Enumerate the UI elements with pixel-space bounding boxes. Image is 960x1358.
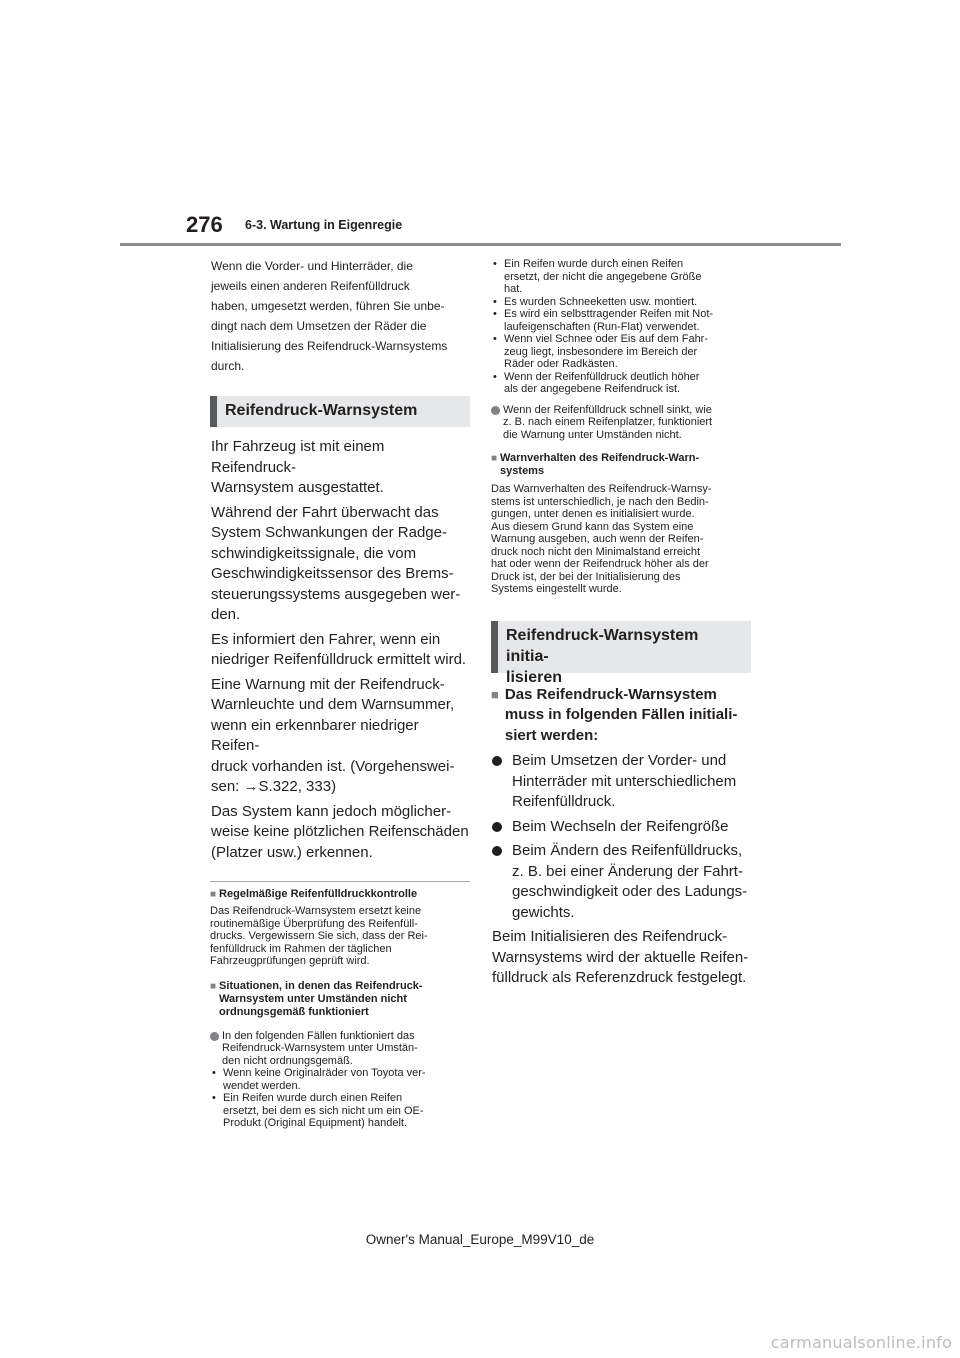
bullet-icon: •	[493, 370, 497, 383]
text-line: Geschwindigkeitssensor des Brems-	[211, 565, 454, 582]
dot-bullet-icon	[492, 822, 502, 832]
dot-bullet-icon	[492, 846, 502, 856]
watermark: carmanualsonline.info	[770, 1333, 952, 1352]
list-item: • Ein Reifen wurde durch einen Reifen ersetzt, bei dem es sich nicht um ein OE- Produkt (Original Equipment) handelt.	[212, 1092, 424, 1129]
dot-bullet-icon	[491, 406, 500, 415]
text-line: den.	[211, 606, 241, 623]
dot-bullet-icon	[492, 756, 502, 766]
paragraph	[210, 630, 470, 671]
list-item: • Wenn keine Originalräder von Toyota ver- wendet werden.	[212, 1067, 426, 1092]
note-line: gungen, unter denen es initialisiert wurde.	[491, 508, 695, 520]
square-bullet-icon: ■	[210, 889, 217, 900]
note-line: Druck ist, der bei der Initialisierung des	[491, 570, 681, 583]
text-line: druck vorhanden ist. (Vorgehenswei-	[211, 757, 455, 775]
dot-text: In den folgenden Fällen funktioniert das Reifendruck-Warnsystem unter Umstän- den nicht ordnungsgemäß.	[222, 1029, 418, 1067]
text-line: niedriger Reifenfülldruck ermittelt wird.	[211, 651, 467, 668]
header-rule	[120, 243, 841, 246]
note-heading	[210, 980, 470, 1019]
text-line: Eine Warnung mit der Reifendruck-	[211, 675, 445, 693]
heading-text: Reifendruck-Warnsystem	[225, 402, 418, 419]
intro-line: haben, umgesetzt werden, führen Sie unbe-	[211, 299, 445, 313]
text-line: Während der Fahrt überwacht das	[211, 503, 439, 521]
text-line: Es informiert den Fahrer, wenn ein	[211, 630, 441, 648]
text-line: Beim Initialisieren des Reifendruck-	[492, 928, 728, 945]
text-line: Ihr Fahrzeug ist mit einem Reifendruck-	[211, 438, 385, 476]
note-body	[491, 483, 751, 596]
note-line: stems ist unterschiedlich, je nach den Bedin-	[491, 495, 709, 508]
paragraph	[210, 503, 470, 626]
text-line: wenn ein erkennbarer niedriger Reifen-	[211, 716, 419, 754]
main-paragraphs	[210, 437, 470, 863]
intro-line: durch.	[211, 359, 245, 373]
dot-text: Wenn der Reifenfülldruck schnell sinkt, wie z. B. nach einem Reifenplatzer, funktioniert die Warnung unter Umständen nicht.	[503, 403, 713, 441]
intro-line: Wenn die Vorder- und Hinterräder, die	[211, 259, 413, 273]
init-list	[491, 751, 751, 923]
footer-text: Owner's Manual_Europe_M99V10_de	[365, 1232, 595, 1247]
left-column	[210, 256, 470, 1130]
heading-text: lisieren	[506, 668, 563, 686]
text-line: Warnsystem ausgestattet.	[211, 479, 384, 496]
list-item: • Wenn der Reifenfülldruck deutlich höher als der angegebene Reifendruck ist.	[493, 370, 700, 395]
text-line: Warnleuchte und dem Warnsummer,	[211, 696, 455, 713]
list-item: • Es wird ein selbsttragender Reifen mit Not- laufeigenschaften (Run-Flat) verwendet.	[493, 308, 714, 333]
text-line: (Platzer usw.) erkennen.	[211, 843, 373, 861]
note-heading	[491, 452, 751, 478]
paragraph	[210, 437, 470, 499]
text-line: schwindigkeitssignale, die vom	[211, 544, 417, 562]
heading-text: Reifendruck-Warnsystem initia-	[506, 626, 699, 665]
paragraph	[210, 802, 470, 864]
intro-text	[210, 256, 470, 376]
note-line: Aus diesem Grund kann das System eine	[491, 520, 694, 533]
note-line: Das Reifendruck-Warnsystem ersetzt keine	[210, 905, 422, 917]
text-line: Warnsystems wird der aktuelle Reifen-	[492, 948, 749, 966]
list-item: Beim Umsetzen der Vorder- und Hinterräder mit unterschiedlichem Reifenfülldruck.	[491, 751, 751, 813]
note-line: routinemäßige Überprüfung des Reifenfüll-	[210, 917, 418, 930]
bullet-icon: •	[212, 1067, 216, 1079]
note-dot-item	[210, 1030, 470, 1068]
note-heading-text: Regelmäßige Reifenfülldruckkontrolle	[219, 888, 418, 900]
text-line: System Schwankungen der Radge-	[211, 524, 447, 541]
list-item: • Wenn viel Schnee oder Eis auf dem Fahr- zeug liegt, insbesondere im Bereich der Räder oder Radkästen.	[493, 333, 709, 370]
note-line: hat oder wenn der Reifendruck höher als der	[491, 558, 709, 570]
note-line: fenfülldruck im Rahmen der täglichen	[210, 942, 392, 955]
intro-line: Initialisierung des Reifendruck-Warnsystems	[211, 339, 448, 353]
note-body	[210, 905, 470, 968]
section-heading-reifendruck	[210, 396, 470, 427]
notes-divider	[210, 881, 470, 882]
text-line: Das System kann jedoch möglicher-	[211, 802, 452, 820]
bullet-icon: •	[493, 333, 497, 345]
note-line: Systems eingestellt wurde.	[491, 583, 622, 595]
final-paragraph	[491, 927, 751, 989]
page-number: 276	[186, 212, 223, 237]
note-situationen	[210, 980, 470, 1130]
note-heading	[210, 888, 470, 901]
note-line: Das Warnverhalten des Reifendruck-Warnsy-	[491, 483, 712, 495]
list-item: Beim Wechseln der Reifengröße	[491, 817, 751, 838]
section-heading-initialisieren	[491, 621, 751, 686]
bullet-icon: •	[493, 295, 497, 308]
note-line: Warnung ausgeben, auch wenn der Reifen-	[491, 533, 704, 545]
note-line: Fahrzeugprüfungen geprüft wird.	[210, 955, 370, 967]
text-line: steuerungssystems ausgegeben wer-	[211, 585, 461, 603]
bullet-icon: •	[212, 1092, 216, 1104]
right-column	[491, 256, 751, 989]
init-heading	[491, 685, 751, 747]
dot-bullet-icon	[210, 1032, 219, 1041]
bullet-icon: •	[493, 258, 497, 270]
paragraph	[210, 675, 470, 798]
square-bullet-icon: ■	[491, 686, 499, 702]
intro-line: jeweils einen anderen Reifenfülldruck	[211, 279, 410, 293]
list-item: • Es wurden Schneeketten usw. montiert.	[493, 295, 698, 308]
note-line: druck noch nicht den Minimalstand erreicht	[491, 545, 701, 558]
note-line: drucks. Vergewissern Sie sich, dass der Rei-	[210, 930, 428, 942]
text-line: weise keine plötzlichen Reifenschäden	[211, 823, 469, 840]
init-heading-text: Das Reifendruck-Warnsystem muss in folgenden Fällen initiali- siert werden:	[504, 685, 738, 744]
note-heading-text: Warnverhalten des Reifendruck-Warn- systems	[500, 452, 700, 477]
text-line: sen: →S.322, 333)	[211, 778, 337, 795]
square-bullet-icon: ■	[491, 453, 498, 464]
note-heading-text: Situationen, in denen das Reifendruck- Warnsystem unter Umständen nicht ordnungsgemäß funktioniert	[219, 979, 423, 1018]
square-bullet-icon: ■	[210, 980, 217, 992]
text-line: fülldruck als Referenzdruck festgelegt.	[492, 969, 747, 986]
note-regelmaessig	[210, 888, 470, 968]
intro-line: dingt nach dem Umsetzen der Räder die	[211, 319, 427, 333]
note-dot-item	[491, 404, 751, 442]
note-warnverhalten	[491, 452, 751, 596]
list-item: Beim Ändern des Reifenfülldrucks, z. B. bei einer Änderung der Fahrt- geschwindigkeit oder des Ladungs- gewichts.	[491, 841, 751, 923]
list-item: • Ein Reifen wurde durch einen Reifen ersetzt, der nicht die angegebene Größe hat.	[493, 258, 702, 295]
section-title: 6-3. Wartung in Eigenregie	[245, 218, 403, 232]
bullet-icon: •	[493, 308, 497, 320]
right-bullets	[491, 258, 751, 396]
